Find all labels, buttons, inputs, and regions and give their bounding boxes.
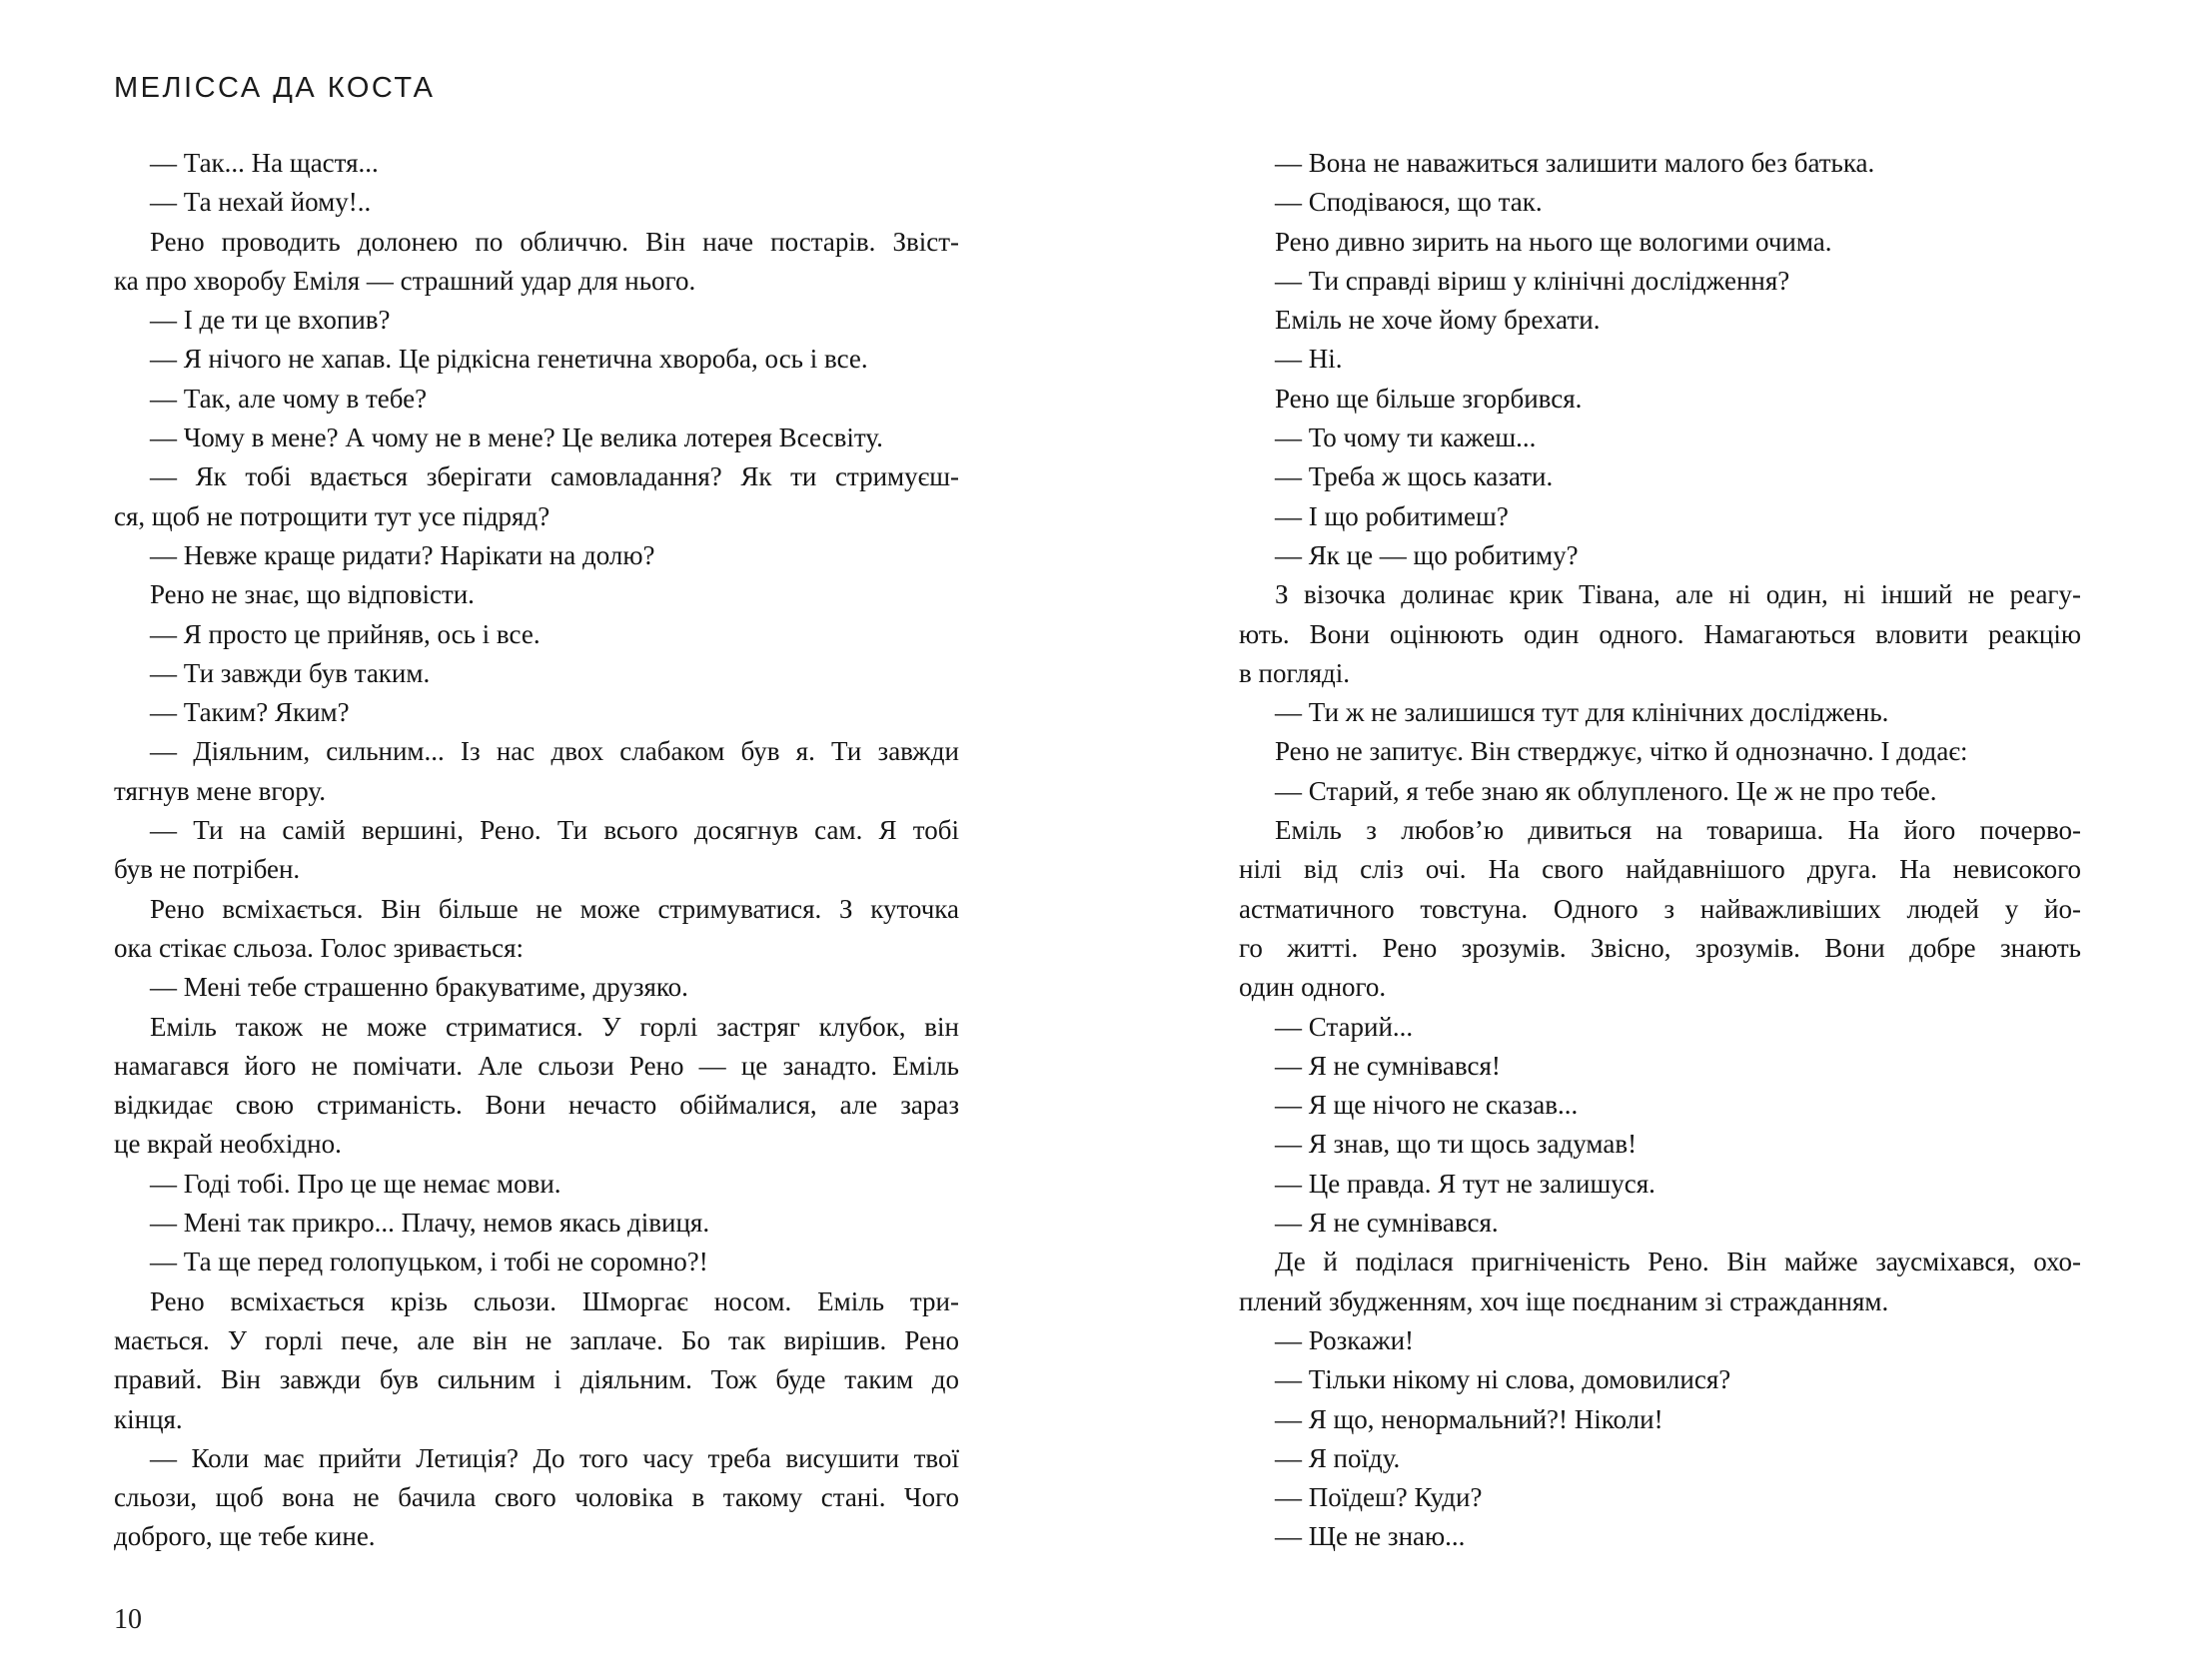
- text-line: Рено проводить долонею по обличчю. Він наче постарів. Звіст-: [150, 226, 959, 257]
- text-line: — Коли має прийти Летиція? До того часу треба висушити твої: [150, 1442, 959, 1473]
- text-line: — Мені тебе страшенно бракуватиме, друзяко.: [150, 972, 688, 1003]
- text-line: — Невже краще ридати? Нарікати на долю?: [150, 539, 655, 570]
- text-line: Рено всміхається крізь сльози. Шморгає носом. Еміль три-: [150, 1285, 959, 1316]
- text-line: доброго, ще тебе кине.: [114, 1521, 376, 1552]
- text-line: — Так, але чому в тебе?: [150, 383, 428, 414]
- text-line: — Як це — що робитиму?: [1275, 539, 1579, 570]
- text-line: — Та ще перед голопуцьком, і тобі не соромно?!: [150, 1247, 708, 1277]
- text-line: — Діяльним, сильним... Із нас двох слабаком був я. Ти завжди: [150, 736, 959, 767]
- text-line: — Вона не наважиться залишити малого без батька.: [1275, 148, 1875, 178]
- text-line: — Мені так прикро... Плачу, немов якась дівиця.: [150, 1208, 710, 1239]
- text-line: це вкрай необхідно.: [114, 1129, 342, 1160]
- text-line: намагався його не помічати. Але сльози Рено — це занадто. Еміль: [114, 1050, 959, 1081]
- text-line: Еміль з любов’ю дивиться на товариша. На його почерво-: [1275, 815, 2081, 846]
- text-line: Рено не знає, що відповісти.: [150, 579, 475, 610]
- text-line: в погляді.: [1239, 657, 1351, 688]
- text-line: був не потрібен.: [114, 854, 301, 885]
- text-line: — Ти завжди був таким.: [150, 657, 431, 688]
- running-title-author: МЕЛІССА ДА КОСТА: [114, 72, 436, 104]
- text-line: кінця.: [114, 1403, 183, 1434]
- text-line: — Я що, ненормальний?! Ніколи!: [1275, 1403, 1663, 1434]
- text-line: Рено не запитує. Він стверджує, чітко й однозначно. І додає:: [1275, 736, 1968, 767]
- text-line: — То чому ти кажеш...: [1275, 422, 1537, 453]
- page-number-left: 10: [114, 1604, 142, 1635]
- text-line: — Я знав, що ти щось задумав!: [1275, 1129, 1638, 1160]
- text-line: — Ти ж не залишишся тут для клінічних досліджень.: [1275, 697, 1889, 728]
- text-line: Рено дивно зирить на нього ще вологими очима.: [1275, 226, 1832, 257]
- text-line: — Тільки нікому ні слова, домовилися?: [1275, 1364, 1731, 1395]
- left-page-text-column: [114, 144, 959, 1557]
- text-line: відкидає свою стриманість. Вони нечасто обіймалися, але зараз: [114, 1090, 959, 1121]
- text-line: — Я нічого не хапав. Це рідкісна генетична хвороба, ось і все.: [150, 344, 868, 375]
- text-line: — Я ще нічого не сказав...: [1275, 1090, 1579, 1121]
- text-line: — Старий, я тебе знаю як облупленого. Це ж не про тебе.: [1275, 775, 1937, 806]
- text-line: — Ти на самій вершині, Рено. Ти всього досягнув сам. Я тобі: [150, 815, 959, 846]
- text-line: — Ще не знаю...: [1275, 1521, 1466, 1552]
- text-line: — Як тобі вдається зберігати самовладання? Як ти стримуєш-: [150, 461, 959, 492]
- text-line: — Сподіваюся, що так.: [1275, 187, 1543, 218]
- text-line: Де й поділася пригніченість Рено. Він майже заусміхався, охо-: [1275, 1247, 2081, 1277]
- text-line: ока стікає сльоза. Голос зривається:: [114, 932, 525, 963]
- text-line: ють. Вони оцінюють один одного. Намагаються вловити реакцію: [1239, 618, 2081, 649]
- text-line: мається. У горлі пече, але він не заплаче. Бо так вирішив. Рено: [114, 1324, 959, 1355]
- text-line: — Це правда. Я тут не залишуся.: [1275, 1168, 1655, 1199]
- text-line: — Ні.: [1275, 344, 1343, 375]
- right-page-text-column: [1239, 144, 2081, 1557]
- text-line: — Треба ж щось казати.: [1275, 461, 1554, 492]
- text-line: — Годі тобі. Про це ще немає мови.: [150, 1168, 561, 1199]
- text-line: З візочка долинає крик Тівана, але ні один, ні інший не реагу-: [1275, 579, 2081, 610]
- text-line: правий. Він завжди був сильним і діяльним. Тож буде таким до: [114, 1364, 959, 1395]
- text-line: ся, щоб не потрощити тут усе підряд?: [114, 500, 550, 531]
- text-line: плений збудженням, хоч іще поєднаним зі стражданням.: [1239, 1285, 1889, 1316]
- text-line: — І де ти це вхопив?: [150, 305, 391, 336]
- text-line: — Ти справді віриш у клінічні дослідження?: [1275, 265, 1790, 296]
- text-line: — І що робитимеш?: [1275, 500, 1509, 531]
- text-line: — Я просто це прийняв, ось і все.: [150, 618, 541, 649]
- text-line: — Та нехай йому!..: [150, 187, 372, 218]
- text-line: — Поїдеш? Куди?: [1275, 1482, 1483, 1513]
- text-line: — Розкажи!: [1275, 1324, 1415, 1355]
- text-line: — Я поїду.: [1275, 1442, 1401, 1473]
- text-line: Рено всміхається. Він більше не може стримуватися. З куточка: [150, 893, 959, 924]
- text-line: Еміль не хоче йому брехати.: [1275, 305, 1601, 336]
- text-line: Рено ще більше згорбився.: [1275, 383, 1583, 414]
- text-line: тягнув мене вгору.: [114, 775, 326, 806]
- text-line: ка про хворобу Еміля — страшний удар для нього.: [114, 265, 696, 296]
- text-line: — Так... На щастя...: [150, 148, 379, 178]
- text-line: — Старий...: [1275, 1011, 1414, 1042]
- text-line: астматичного товстуна. Одного з найважливіших людей у йо-: [1239, 893, 2081, 924]
- text-line: Еміль також не може стриматися. У горлі застряг клубок, він: [150, 1011, 959, 1042]
- text-line: — Я не сумнівався!: [1275, 1050, 1501, 1081]
- text-line: нілі від сліз очі. На свого найдавнішого друга. На невисокого: [1239, 854, 2081, 885]
- text-line: — Я не сумнівався.: [1275, 1208, 1499, 1239]
- text-line: — Таким? Яким?: [150, 697, 350, 728]
- text-line: го житті. Рено зрозумів. Звісно, зрозумів. Вони добре знають: [1239, 932, 2081, 963]
- text-line: — Чому в мене? А чому не в мене? Це велика лотерея Всесвіту.: [150, 422, 883, 453]
- text-line: один одного.: [1239, 972, 1387, 1003]
- text-line: сльози, щоб вона не бачила свого чоловіка в такому стані. Чого: [114, 1482, 959, 1513]
